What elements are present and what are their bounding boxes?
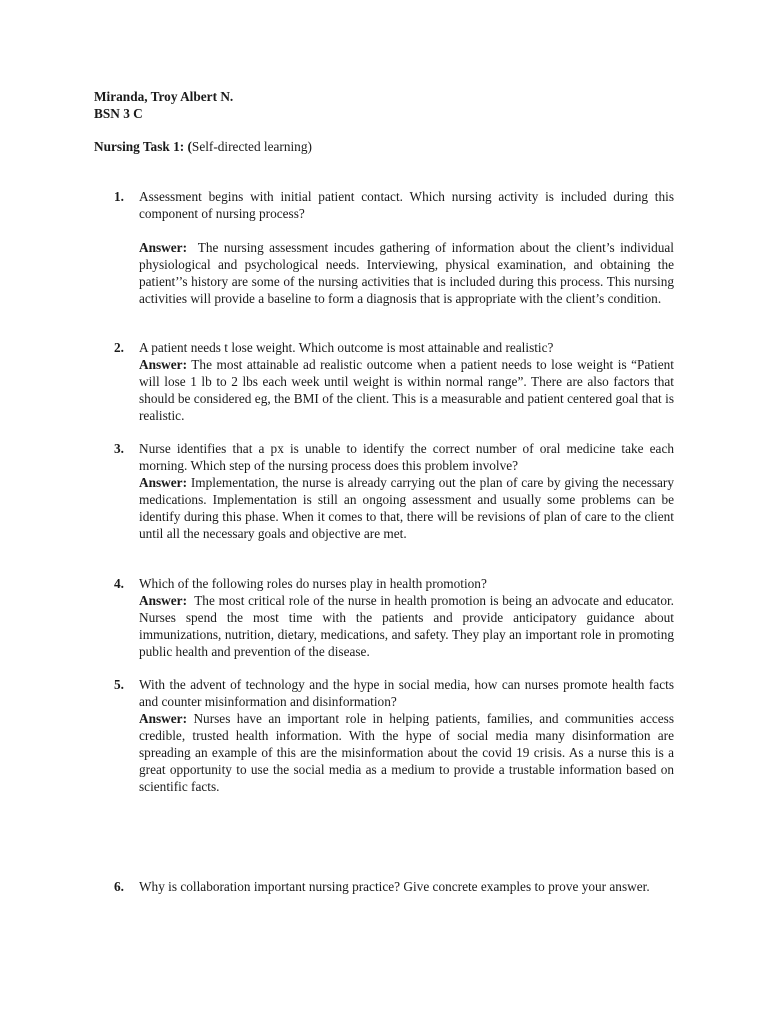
question-number: 6.: [114, 879, 124, 894]
question-item-3: [114, 440, 674, 542]
answer-label: Answer:: [139, 475, 188, 490]
question-text: Why is collaboration important nursing practice? Give concrete examples to prove your answer.: [139, 879, 650, 894]
question-text: A patient needs t lose weight. Which outcome is most attainable and realistic?: [139, 340, 554, 355]
answer-text: The nursing assessment incudes gathering of information about the client’s individual physiological and psychological needs. Interviewing, physical examination, and obtaining the patient’’s history are some of the nursing activities that is included during this process. This nursing activities will provide a baseline to form a diagnosis that is appropriate with the client’s condition.: [139, 240, 674, 306]
question-item-1: [114, 188, 674, 307]
student-name: Miranda, Troy Albert N.: [94, 89, 234, 104]
question-number: 4.: [114, 576, 124, 591]
answer-block: [139, 239, 674, 307]
question-text: Assessment begins with initial patient contact. Which nursing activity is included during this component of nursing process?: [139, 189, 674, 221]
task-heading: [94, 138, 312, 155]
task-label: Nursing Task 1: (: [94, 139, 192, 154]
answer-block: [139, 356, 674, 424]
answer-text: Implementation, the nurse is already carrying out the plan of care by giving the necessary medications. Implementation is still an ongoing assessment and usually some problems can be identify during this phase. When it comes to that, there will be revisions of plan of care to the client until all the necessary goals and objective are met.: [139, 475, 674, 541]
answer-label: Answer:: [139, 711, 188, 726]
question-text: With the advent of technology and the hype in social media, how can nurses promote health facts and counter misinformation and disinformation?: [139, 677, 674, 709]
answer-text: The most critical role of the nurse in health promotion is being an advocate and educator. Nurses spend the most time with the patients and provide anticipatory guidance about immunizations, nutrition, dietary, medications, and safety. They play an important role in promoting public health and prevention of the disease.: [139, 593, 674, 659]
answer-block: [139, 474, 674, 542]
question-item-4: [114, 575, 674, 660]
answer-text: The most attainable ad realistic outcome when a patient needs to lose weight is “Patient will lose 1 lb to 2 lbs each week until weight is within normal range”. There are also factors that should be considered eg, the BMI of the client. This is a measurable and patient centered goal that is realistic.: [139, 357, 674, 423]
answer-text: Nurses have an important role in helping patients, families, and communities access credible, trusted health information. With the hype of social media many disinformation are spreading an example of this are the misinformation about the covid 19 crisis. As a nurse this is a great opportunity to use the social media as a medium to provide a trustable information based on scientific facts.: [139, 711, 675, 794]
question-item-5: [114, 676, 674, 795]
question-number: 3.: [114, 441, 124, 456]
question-item-2: [114, 339, 674, 424]
question-number: 1.: [114, 189, 124, 204]
question-number: 5.: [114, 677, 124, 692]
question-number: 2.: [114, 340, 124, 355]
student-section: BSN 3 C: [94, 106, 143, 121]
question-text: Nurse identifies that a px is unable to identify the correct number of oral medicine take each morning. Which step of the nursing process does this problem involve?: [139, 441, 674, 473]
question-item-6: [114, 878, 674, 895]
answer-block: [139, 710, 674, 795]
question-text: Which of the following roles do nurses play in health promotion?: [139, 576, 487, 591]
answer-label: Answer:: [139, 593, 188, 608]
answer-label: Answer:: [139, 240, 188, 255]
student-header: [94, 88, 233, 122]
answer-label: Answer:: [139, 357, 188, 372]
task-title: Self-directed learning): [191, 139, 312, 154]
answer-block: [139, 592, 674, 660]
